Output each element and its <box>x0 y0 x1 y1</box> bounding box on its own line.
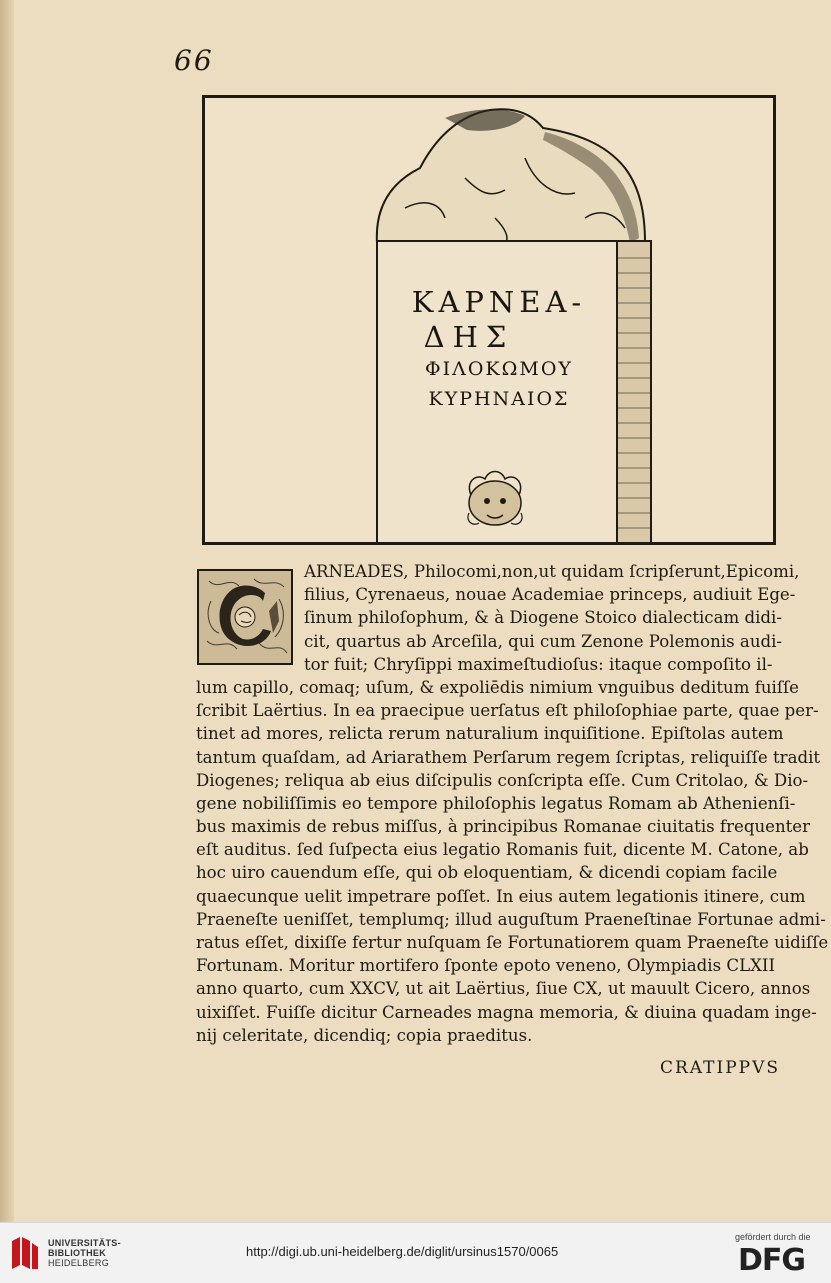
inscription-line: ΚΥΡΗΝΑΙΟΣ <box>428 388 570 410</box>
text-line: gene nobiliſſimis eo tempore philoſophis legatus Romam ab Athenienſi- <box>196 793 796 813</box>
text-line: Praeneſte ueniſſet, templumq; illud auguſtum Praeneſtinae Fortunae admi- <box>196 909 826 929</box>
viewer-footer <box>0 1222 831 1283</box>
text-line: ratus eſſet, dixiſſe fertur nuſquam ſe Fortunatiorem quam Praeneſte uidiſſe <box>196 933 829 952</box>
text-line: tor fuit; Chryſippi maximeſtudioſus: itaque compoſito il- <box>304 654 773 674</box>
dfg-logo[interactable]: DFG <box>738 1243 806 1278</box>
text-line: filius, Cyrenaeus, nouae Academiae princeps, audiuit Ege- <box>304 585 796 605</box>
text-line: ARNEADES, Philocomi,non,ut quidam ſcripſerunt,Epicomi, <box>304 562 800 581</box>
text-line: Diogenes; reliqua ab eius diſcipulis conſcripta eſſe. Cum Critolao, & Dio- <box>196 770 809 790</box>
library-name-line: HEIDELBERG <box>48 1258 110 1268</box>
inscription-line: ΚΑΡΝΕΑ- <box>411 285 587 319</box>
text-line: tinet ad mores, relicta rerum naturalium inquiſitione. Epiſtolas autem <box>196 724 784 744</box>
text-line: ſcribit Laërtius. In ea praecipue uerſatus eſt philoſophiae parte, quae per- <box>196 701 819 721</box>
catchword: CRATIPPVS <box>660 1058 781 1078</box>
text-line: cit, quartus ab Arceſila, qui cum Zenone Polemonis audi- <box>304 631 783 651</box>
bust-illustration <box>202 95 776 545</box>
inscription-line: ΦΙΛΟΚΩΜΟΥ <box>425 358 573 380</box>
text-line: anno quarto, cum XXCV, ut ait Laërtius, ſiue CX, ut mauult Cicero, annos <box>196 979 811 999</box>
university-library-name[interactable] <box>48 1238 121 1268</box>
text-line: hoc uiro cauendum eſſe, qui ob eloquentiam, & dicendi copiam facile <box>196 863 778 883</box>
text-line: uixiſſet. Fuiſſe dicitur Carneades magna memoria, & diuina quadam inge- <box>196 1002 817 1022</box>
text-line: nij celeritate, dicendiq; copia praeditus. <box>196 1025 533 1045</box>
library-name-line: BIBLIOTHEK <box>48 1248 106 1258</box>
text-line: quaecunque uelit impetrare poſſet. In eius autem legationis itinere, cum <box>196 886 806 906</box>
body-text <box>196 560 829 1047</box>
permalink-url[interactable]: http://digi.ub.uni-heidelberg.de/diglit/ursinus1570/0065 <box>246 1244 559 1259</box>
library-name-line: UNIVERSITÄTS- <box>48 1238 121 1248</box>
text-line: ſinum philoſophum, & à Diogene Stoico dialecticam didi- <box>304 608 782 628</box>
inscription <box>381 284 617 414</box>
page-number: 66 <box>174 44 214 77</box>
text-line: Fortunam. Moritur mortifero ſponte epoto veneno, Olympiadis CLXII <box>196 956 776 976</box>
dfg-caption: gefördert durch die <box>735 1232 811 1242</box>
text-line: eſt auditus. ſed ſuſpecta eius legatio Romanis fuit, dicente M. Catone, ab <box>196 840 809 860</box>
text-line: lum capillo, comaq; uſum, & expoliēdis nimium vnguibus deditum fuiſſe <box>196 677 799 697</box>
page-edge <box>0 0 14 1222</box>
university-library-logo-icon[interactable] <box>8 1233 42 1273</box>
text-line: bus maximis de rebus miſſus, à principibus Romanae ciuitatis frequenter <box>196 817 811 837</box>
inscription-line: ΔΗΣ <box>423 320 515 354</box>
text-line: tantum quaſdam, ad Ariarathem Perſarum regem ſcriptas, reliquiſſe tradit <box>196 747 821 767</box>
